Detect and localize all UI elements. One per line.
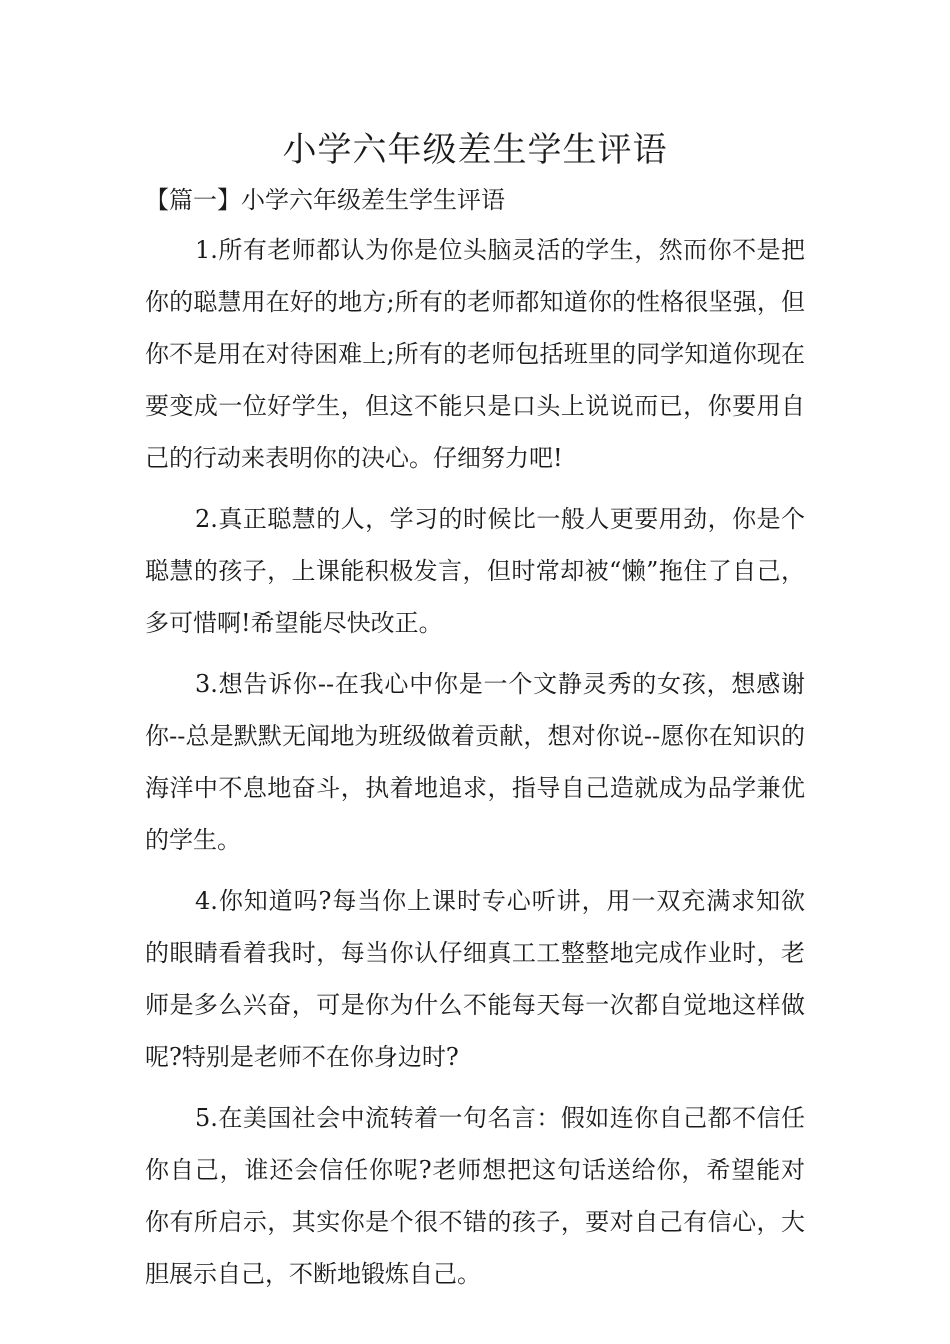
comment-paragraph-4: 4.你知道吗?每当你上课时专心听讲，用一双充满求知欲的眼睛看着我时，每当你认仔细真工工整整地完成作业时，老师是多么兴奋，可是你为什么不能每天每一次都自觉地这样做呢?特别是老师不在你身边时? [145, 887, 805, 1071]
section-heading: 【篇一】小学六年级差生学生评语 [145, 186, 505, 214]
comment-paragraph-1: 1.所有老师都认为你是位头脑灵活的学生，然而你不是把你的聪慧用在好的地方;所有的老师都知道你的性格很坚强，但你不是用在对待困难上;所有的老师包括班里的同学知道你现在要变成一位好学生，但这不能只是口头上说说而已，你要用自己的行动来表明你的决心。仔细努力吧! [145, 236, 805, 472]
document-body [145, 224, 805, 1309]
comment-paragraph-2: 2.真正聪慧的人，学习的时候比一般人更要用劲，你是个聪慧的孩子，上课能积极发言，但时常却被“懒”拖住了自己，多可惜啊!希望能尽快改正。 [145, 505, 805, 637]
comment-paragraph-3: 3.想告诉你--在我心中你是一个文静灵秀的女孩，想感谢你--总是默默无闻地为班级做着贡献，想对你说--愿你在知识的海洋中不息地奋斗，执着地追求，指导自己造就成为品学兼优的学生。 [145, 670, 805, 854]
document-title: 小学六年级差生学生评语 [282, 130, 668, 170]
comment-paragraph-5: 5.在美国社会中流转着一句名言：假如连你自己都不信任你自己，谁还会信任你呢?老师想把这句话送给你，希望能对你有所启示，其实你是个很不错的孩子，要对自己有信心，大胆展示自己，不断地锻炼自己。 [145, 1104, 805, 1288]
